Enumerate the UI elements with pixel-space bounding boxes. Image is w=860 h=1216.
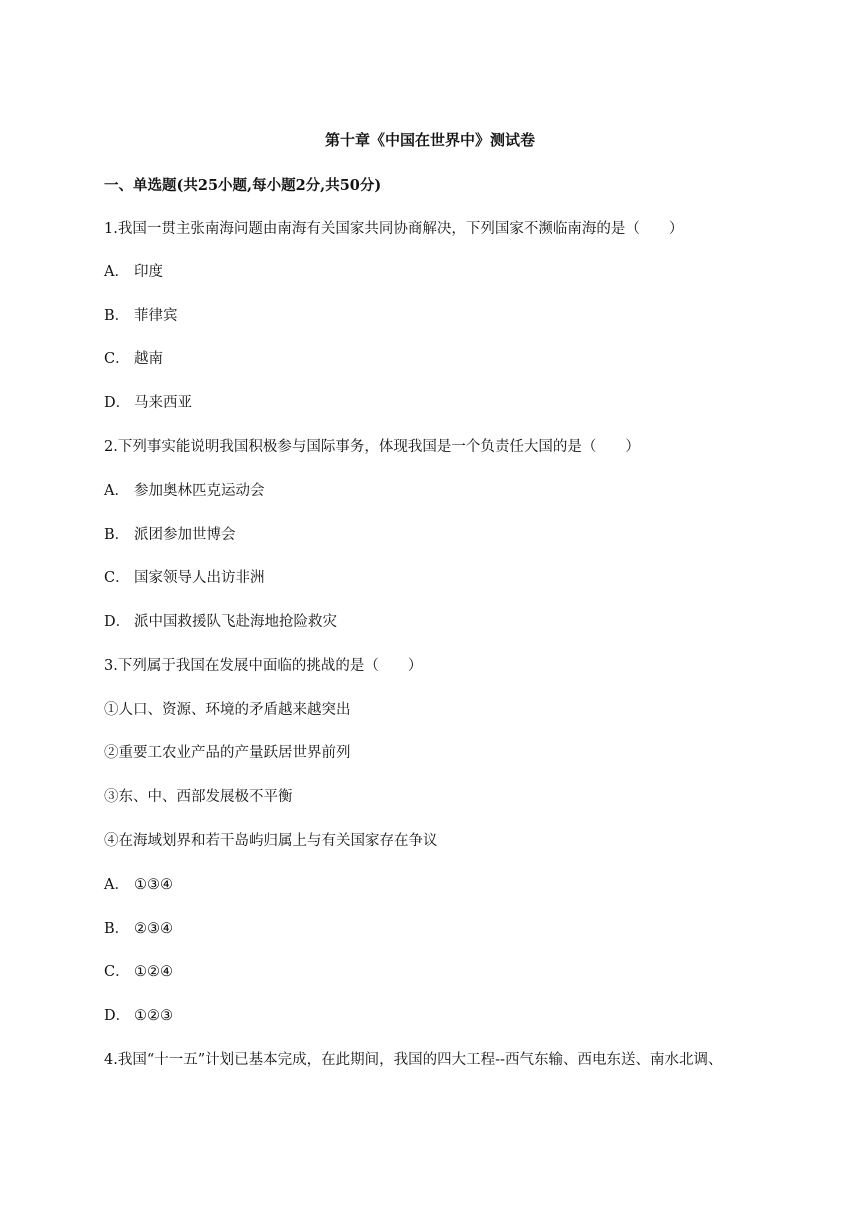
question-3-statement-3: ③东、中、西部发展极不平衡 [104, 789, 293, 805]
question-3-statement-2: ②重要工农业产品的产量跃居世界前列 [104, 745, 351, 761]
question-2-option-a [104, 481, 784, 501]
question-2-option-c [104, 568, 784, 588]
option-text: ①③④ [134, 877, 173, 893]
question-1-option-b [104, 306, 784, 326]
option-text: ①②④ [134, 964, 173, 980]
question-2-option-d [104, 612, 784, 632]
question-3-option-c [104, 962, 784, 982]
option-text: 印度 [134, 264, 163, 280]
question-3-statement-1: ①人口、资源、环境的矛盾越来越突出 [104, 702, 351, 718]
document-title: 第十章《中国在世界中》测试卷 [324, 131, 535, 149]
option-text: 参加奥林匹克运动会 [134, 483, 265, 499]
question-1-option-a [104, 262, 784, 282]
question-3-statement-4: ④在海域划界和若干岛屿归属上与有关国家存在争议 [104, 833, 438, 849]
question-1-option-d [104, 393, 784, 413]
question-1-option-c [104, 349, 784, 369]
option-letter: C． [104, 964, 130, 980]
option-text: 国家领导人出访非洲 [134, 570, 265, 586]
section-heading: 一、单选题(共25小题,每小题2分,共50分) [104, 177, 382, 194]
option-text: 派团参加世博会 [134, 527, 236, 543]
option-letter: B． [104, 527, 130, 543]
question-3-stem: 3.下列属于我国在发展中面临的挑战的是（ ） [104, 658, 423, 674]
question-2-stem: 2.下列事实能说明我国积极参与国际事务，体现我国是一个负责任大国的是（ ） [104, 439, 640, 455]
option-letter: D． [104, 614, 131, 630]
question-2-option-b [104, 525, 784, 545]
option-letter: B． [104, 308, 130, 324]
option-text: 马来西亚 [134, 395, 192, 411]
option-letter: D． [104, 1008, 131, 1024]
question-3-option-d [104, 1006, 784, 1026]
option-letter: D． [104, 395, 131, 411]
question-1-stem: 1.我国一贯主张南海问题由南海有关国家共同协商解决，下列国家不濒临南海的是（ ） [104, 221, 684, 237]
option-text: 菲律宾 [134, 308, 178, 324]
question-3-option-b [104, 919, 784, 939]
option-letter: A． [104, 264, 129, 280]
option-text: ②③④ [134, 921, 173, 937]
option-letter: C． [104, 570, 130, 586]
option-text: 派中国救援队飞赴海地抢险救灾 [134, 614, 337, 630]
question-3-option-a [104, 875, 784, 895]
option-text: ①②③ [134, 1008, 173, 1024]
question-4-stem: 4.我国“十一五”计划已基本完成，在此期间，我国的四大工程--西气东输、西电东送、南水北调、 [104, 1052, 723, 1068]
option-letter: A． [104, 483, 129, 499]
option-letter: C． [104, 351, 130, 367]
option-letter: A． [104, 877, 129, 893]
option-letter: B． [104, 921, 130, 937]
option-text: 越南 [134, 351, 163, 367]
